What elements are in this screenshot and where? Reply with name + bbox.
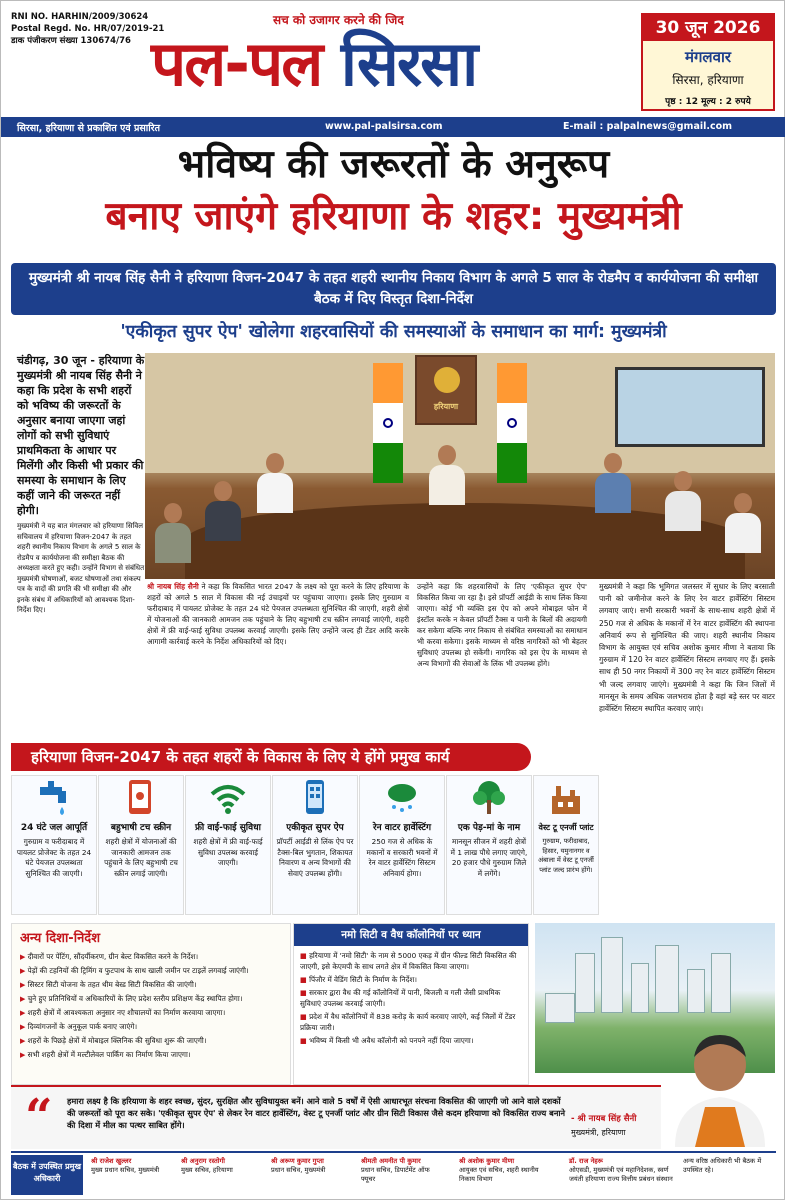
title-part1: पल-पल	[151, 27, 322, 100]
list-item: ▶ सभी शहरी क्षेत्रों में मल्टीलेवल पार्किंग का निर्माण किया जाएगा।	[20, 1048, 282, 1062]
list-item: ■ भविष्य में किसी भी अवैध कॉलोनी को पनपने नहीं दिया जाएगा।	[300, 1035, 522, 1046]
person-figure	[429, 445, 465, 505]
card-waste-to-energy	[533, 775, 599, 915]
official-entry	[91, 1157, 175, 1175]
sub-headline: मुख्यमंत्री श्री नायब सिंह सैनी ने हरियाणा विजन-2047 के तहत शहरी स्थानीय निकाय विभाग के अगले 5 साल के रोडमैप व कार्ययोजना की समीक्षा बैठक में दिए विस्तृत दिशा-निर्देश	[11, 263, 776, 315]
card-title: फ्री वाई-फाई सुविधा	[194, 823, 261, 833]
intro-lead: चंडीगढ़, 30 जून - हरियाणा के मुख्यमंत्री श्री नायब सिंह सैनी ने कहा कि प्रदेश के सभी शहरों को भविष्य की जरूरतों के अनुसार बनाया जाएगा जहां लोगों को सभी सुविधाएं प्राथमिकता के आधार पर मिलेंगी और किसी भी प्रकार की समस्या के समाधान के लिए कहीं जाने की जरूरत नहीं होगी।	[17, 354, 145, 517]
postal-reg-hindi: डाक पंजीकरण संख्या 130674/76	[11, 36, 131, 46]
official-entry	[361, 1157, 445, 1184]
website-link[interactable]: www.pal-palsirsa.com	[325, 121, 443, 132]
quote-mark-icon: “	[25, 1089, 53, 1145]
official-role: मुख्य प्रधान सचिव, मुख्यमंत्री	[91, 1166, 160, 1174]
person-figure	[155, 503, 191, 563]
card-rain-water	[359, 775, 445, 915]
official-name: डॉ. राज नेहरू	[569, 1157, 603, 1165]
card-title: रेन वाटर हार्वेस्टिंग	[372, 823, 432, 833]
official-name: श्री अशोक कुमार मीणा	[459, 1157, 515, 1165]
card-body: मानसून सीजन में शहरी क्षेत्रों में 1 लाख पौधे लगाए जाएंगे, 20 हजार पौधे गुरुग्राम जिले में लगेंगे।	[450, 837, 528, 878]
other-directions-box	[11, 923, 291, 1085]
official-role: ओएसडी, मुख्यमंत्री एवं महानिदेशक, स्वर्ण जयंती हरियाणा राज्य वित्तीय प्रबंधन संस्थान	[569, 1166, 673, 1183]
card-title: 24 घंटे जल आपूर्ति	[20, 823, 88, 833]
article-column-3: मुख्यमंत्री ने कहा कि भूमिगत जलस्तर में सुधार के लिए बरसाती पानी को जमीनोज करने के लिए रेन वाटर हार्वेस्टिंग सिस्टम लगवाए जाएं। सभी सरकारी भवनों के साथ-साथ शहरी क्षेत्रों में 250 गज से अधिक के मकानों में रेन वाटर हार्वेस्टिंग की स्थापना अनिवार्य रूप से सुनिश्चित की जाए। शहरी स्थानीय निकाय विभाग के आयुक्त एवं सचिव अशोक कुमार मीणा ने बताया कि गुरुग्राम में 120 रेन वाटर हार्वेस्टिंग सिस्टम लगवाए गए हैं। इसके साथ ही 50 नगर निकायों में 300 नए रेन वाटर हार्वेस्टिंग सिस्टम भी जल्द लगवाए जाएंगे। मुख्यमंत्री ने कहा कि जिन जिलों में मानसून के समय अधिक जलभराव होता है वहां बड़े स्तर पर वाटर हार्वेस्टिंग सिस्टम स्थापित करवाए जाएं।	[599, 582, 775, 714]
card-tree-plantation	[446, 775, 532, 915]
official-entry	[569, 1157, 673, 1184]
issue-day: मंगलवार	[685, 48, 731, 66]
person-figure	[257, 453, 293, 513]
list-item: ▶ शहरों के पिछड़े क्षेत्रों में मोबाइल क्लिनिक की सुविधा शुरू की जाएगी।	[20, 1034, 282, 1048]
official-role: मुख्य सचिव, हरियाणा	[181, 1166, 233, 1174]
cm-quote-box	[11, 1085, 661, 1149]
official-role: प्रधान सचिव, मुख्यमंत्री	[271, 1166, 326, 1174]
card-body: गुरुग्राम, फरीदाबाद, हिसार, यमुनानगर व अंबाला में वेस्ट टू एनर्जी प्लांट जल्द प्रारंभ होंगे।	[538, 837, 594, 874]
third-headline: 'एकीकृत सुपर ऐप' खोलेगा शहरवासियों की समस्याओं के समाधान का मार्ग: मुख्यमंत्री	[120, 322, 667, 342]
touch-screen-icon	[99, 776, 183, 820]
list-item: ■ सरकार द्वारा वैध की गई कॉलोनियों में पानी, बिजली व गली जैसी प्राथमिक सुविधाएं उपलब्ध करवाई जाएंगी।	[300, 987, 522, 1009]
card-body: शहरी क्षेत्रों में फ्री वाई-फाई सुविधा उपलब्ध करवाई जाएगी।	[193, 837, 263, 867]
wifi-icon	[186, 776, 270, 820]
water-tap-icon	[12, 776, 96, 820]
key-works-cards	[11, 775, 531, 915]
chief-minister-portrait	[665, 1013, 775, 1147]
factory-icon	[534, 776, 598, 820]
headline-line2: बनाए जाएंगे हरियाणा के शहर: मुख्यमंत्री	[105, 194, 682, 239]
card-body: प्रॉपर्टी आईडी से लिंक ऐप पर टैक्स-बिल भुगतान, शिकायत निवारण व अन्य विभागों की सेवाएं उपलब्ध होंगी।	[276, 837, 354, 878]
card-title: एक पेड़-मां के नाम	[457, 823, 521, 833]
rni-number: RNI NO. HARHIN/2009/30624	[11, 12, 149, 22]
list-item: ▶ चुने हुए प्रतिनिधियों व अधिकारियों के लिए प्रदेश स्तरीय प्रशिक्षण केंद्र स्थापित होगा।	[20, 992, 282, 1006]
info-bar	[1, 117, 785, 137]
emblem-icon	[434, 367, 460, 393]
quote-signature: - श्री नायब सिंह सैनी	[571, 1114, 637, 1124]
issue-place: सिरसा, हरियाणा	[672, 73, 744, 87]
official-entry	[683, 1157, 773, 1175]
emblem-text: हरियाणा	[433, 402, 459, 411]
official-entry	[271, 1157, 355, 1175]
date-box	[641, 13, 775, 111]
quote-text: हमारा लक्ष्य है कि हरियाणा के शहर स्वच्छ, सुंदर, सुरक्षित और सुविधायुक्त बनें। आने वाले 5 वर्षों में ऐसी आधारभूत संरचना विकसित की जाएगी जो आने वाले दशकों की जरूरतों को पूरा कर सके। 'एकीकृत सुपर ऐप' से लेकर रेन वाटर हार्वेस्टिंग, वेस्ट टू एनर्जी प्लांट और ग्रीन सिटी विकास जैसे कदम हरियाणा को विकसित राज्य बनाने की दिशा में मील का पत्थर साबित होंगे।	[67, 1096, 566, 1130]
list-item: ▶ पेड़ों की टहनियों की ट्रिमिंग व फुटपाथ के साथ खाली जमीन पर टाइलें लगवाई जाएंगी।	[20, 964, 282, 978]
list-item: ■ हरियाणा में 'नमो सिटी' के नाम से 5000 एकड़ में ग्रीन फील्ड सिटी विकसित की जाएगी, इसे केएमपी के साथ लगते क्षेत्र में विकसित किया जाएगा।	[300, 950, 522, 972]
official-name: श्री राजेश खुल्लर	[91, 1157, 132, 1165]
card-body: गुरुग्राम व फरीदाबाद में पायलट प्रोजेक्ट के तहत 24 घंटे पेयजल उपलब्धता सुनिश्चित की जाएगी।	[16, 837, 92, 878]
haryana-emblem	[415, 355, 477, 425]
title-part2: सिरसा	[340, 27, 477, 100]
namo-city-title: नमो सिटी व वैध कॉलोनियों पर ध्यान	[294, 924, 528, 946]
other-directions-title: अन्य दिशा-निर्देश	[20, 931, 101, 946]
card-touch-screen	[98, 775, 184, 915]
list-item: ▶ दीवारों पर पेंटिंग, सौंदर्यीकरण, ग्रीन बेल्ट विकसित करने के निर्देश।	[20, 950, 282, 964]
person-figure	[205, 481, 241, 541]
list-item: ▶ शहरी क्षेत्रों में आवश्यकता अनुसार नए शौचालयों का निर्माण करवाया जाएगा।	[20, 1006, 282, 1020]
card-title: बहुभाषी टच स्क्रीन	[110, 823, 172, 833]
official-entry	[459, 1157, 543, 1184]
namo-city-list	[294, 946, 528, 1052]
rain-cloud-icon	[360, 776, 444, 820]
official-role: प्रधान सचिव, डिपार्टमेंट ऑफ फ्यूचर	[361, 1166, 430, 1183]
list-item: ▶ दिव्यांगजनों के अनुकूल पार्क बनाए जाएंगे।	[20, 1020, 282, 1034]
card-title: वेस्ट टू एनर्जी प्लांट	[538, 823, 594, 832]
article-column-2: उन्होंने कहा कि शहरवासियों के लिए 'एकीकृत सुपर ऐप' विकसित किया जा रहा है। इसे प्रॉपर्टी आईडी के साथ लिंक किया जाएगा। कोई भी व्यक्ति इस ऐप को अपने मोबाइल फोन में इंस्टॉल करके न केवल प्रॉपर्टी टैक्स व पानी के बिलों की अदायगी कर सकेगा बल्कि नगर निकाय से संबंधित समस्याओं का समाधान भी करवा सकेगा। इसके माध्यम से वरिष्ठ नागरिकों को भी बेहतर सुविधाएं उपलब्ध हो सकेंगी। नागरिक को इस ऐप के माध्यम से अन्य विभागों की सेवाओं के लिंक भी उपलब्ध होंगे।	[417, 582, 587, 668]
official-name: श्रीमती अमनीत पी कुमार	[361, 1157, 421, 1165]
card-body: शहरी क्षेत्रों में योजनाओं की जानकारी आमजन तक पहुंचाने के लिए बहुभाषी टच स्क्रीन लगाई जाएंगी।	[104, 837, 178, 878]
intro-body: मुख्यमंत्री ने यह बात मंगलवार को हरियाणा सिविल सचिवालय में हरियाणा विजन-2047 के तहत शहरी स्थानीय निकाय विभाग के अगले 5 साल के रोडमैप व कार्ययोजना की समीक्षा बैठक की अध्यक्षता करते हुए कही। उन्होंने विभाग से संबंधित मुख्यमंत्री घोषणाओं, बजट घोषणाओं तथा संकल्प पत्र के वादों की प्रगति की भी समीक्षा की और इनके संबंध में अधिकारियों को आवश्यक दिशा-निर्देश दिए।	[17, 522, 145, 614]
list-item: ■ प्रदेश में वैध कॉलोनियों में 838 करोड़ के कार्य करवाए जाएंगे, कई जिलों में टेंडर प्रक्रिया जारी।	[300, 1011, 522, 1033]
newspaper-title	[151, 29, 476, 99]
list-item: ▶ सिस्टर सिटी योजना के तहत थीम बेस्ड सिटी विकसित की जाएंगी।	[20, 978, 282, 992]
tree-icon	[447, 776, 531, 820]
other-directions-list	[12, 950, 290, 1062]
card-body: 250 गज से अधिक के मकानों व सरकारी भवनों में रेन वाटर हार्वेस्टिंग सिस्टम अनिवार्य होगा।	[366, 837, 438, 878]
person-figure	[595, 453, 631, 513]
published-from: सिरसा, हरियाणा से प्रकाशित एवं प्रसारित	[17, 123, 160, 134]
official-entry	[181, 1157, 265, 1175]
namo-city-box	[293, 923, 529, 1085]
pages-price: पृष्ठ : 12 मूल्य : 2 रुपये	[665, 97, 751, 107]
official-name: श्री अरूण कुमार गुप्ता	[271, 1157, 324, 1165]
headline-line1: भविष्य की जरूरतों के अनुरूप	[177, 142, 610, 187]
column1-text: ने कहा कि विकसित भारत 2047 के लक्ष्य को पूरा करने के लिए हरियाणा के शहरों को अगले 5 साल में विकास की नई उंचाइयों पर पहुंचाया जाएगा। इसके लिए गुरुग्राम व फरीदाबाद में पायलट प्रोजेक्ट के तहत 24 घंटे पेयजल उपलब्धता सुनिश्चित की जाएगी, शहरी क्षेत्रों में योजनाओं की जानकारी आमजन तक पहुंचाने के लिए बहुभाषी टच स्क्रीन लगवाई जाएंगी, शहरी क्षेत्रों में फ्री वाई-फाई सुविधा उपलब्ध करवाई जाएगी। इसके लिए उन्होंने जल्द ही टेंडर आदि करके आगामी कार्रवाई करने के निर्देश अधिकारियों को दिए।	[147, 582, 409, 646]
india-flag-icon	[497, 363, 527, 483]
postal-regd: Postal Regd. No. HR/07/2019-21	[11, 24, 165, 34]
masthead	[1, 1, 785, 117]
email-link[interactable]: E-mail : palpalnews@gmail.com	[563, 121, 733, 132]
officials-tag: बैठक में उपस्थित प्रमुख अधिकारी	[11, 1155, 83, 1195]
column1-name: श्री नायब सिंह सैनी	[147, 582, 199, 591]
person-figure	[725, 493, 761, 553]
official-role: अन्य वरिष्ठ अधिकारी भी बैठक में उपस्थित रहे।	[683, 1157, 762, 1174]
card-water-supply	[11, 775, 97, 915]
photo-screen	[615, 367, 765, 447]
mobile-app-icon	[273, 776, 357, 820]
list-item: ■ पिंजौर में वेडिंग सिटी के निर्माण के निर्देश।	[300, 974, 522, 985]
card-title: एकीकृत सुपर ऐप	[286, 823, 344, 833]
article-column-1	[147, 581, 409, 647]
card-free-wifi	[185, 775, 271, 915]
official-role: आयुक्त एवं सचिव, शहरी स्थानीय निकाय विभाग	[459, 1166, 539, 1183]
registration-info	[11, 11, 164, 47]
quote-designation: मुख्यमंत्री, हरियाणा	[571, 1128, 626, 1137]
issue-date: 30 जून 2026	[643, 15, 773, 41]
meeting-photo	[145, 353, 775, 579]
person-figure	[665, 471, 701, 531]
meeting-table	[185, 503, 745, 579]
official-name: श्री अनुराग रस्तोगी	[181, 1157, 225, 1165]
officials-footer	[11, 1151, 776, 1195]
card-super-app	[272, 775, 358, 915]
tagline: सच को उजागर करने की जिद	[273, 13, 404, 27]
vision-banner: हरियाणा विजन-2047 के तहत शहरों के विकास के लिए ये होंगे प्रमुख कार्य	[11, 743, 531, 771]
india-flag-icon	[373, 363, 403, 483]
